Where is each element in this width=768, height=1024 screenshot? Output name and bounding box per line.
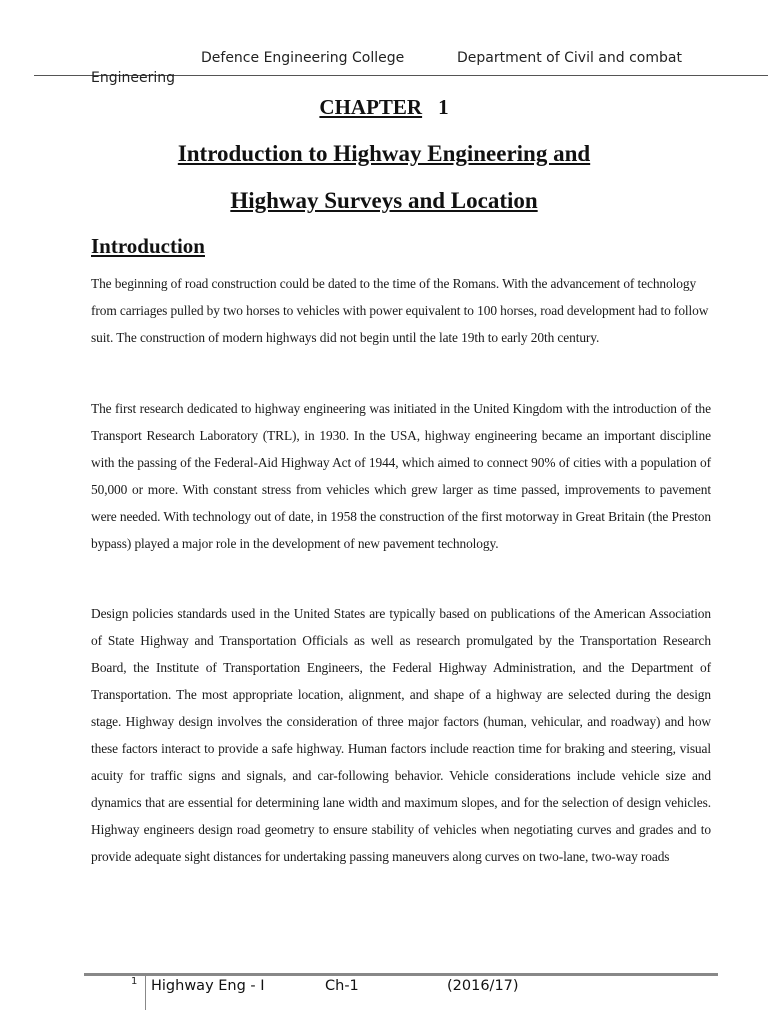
section-heading: Introduction: [91, 234, 205, 258]
footer-vertical-divider: [145, 976, 146, 1010]
chapter-word: CHAPTER: [319, 95, 423, 119]
footer-page-number: 1: [131, 976, 138, 987]
chapter-title-line-2: Highway Surveys and Location: [230, 188, 538, 213]
chapter-number: 1: [438, 95, 449, 119]
paragraph-2: The first research dedicated to highway engineering was initiated in the United Kingdom with the introduction of the Transport Research Laboratory (TRL), in 1930. In the USA, highway engineering became an important discipline with the passing of the Federal-Aid Highway Act of 1944, which aimed to connect 90% of cities with a population of 50,000 or more. With constant stress from vehicles which grew larger as time passed, improvements to pavement were needed. With technology out of date, in 1958 the construction of the first motorway in Great Britain (the Preston bypass) played a major role in the development of new pavement technology.: [91, 401, 711, 551]
header-college: Defence Engineering College: [201, 50, 405, 66]
footer-divider: [84, 973, 718, 976]
paragraph-1: The beginning of road construction could be dated to the time of the Romans. With the advancement of technology from carriages pulled by two horses to vehicles with power equivalent to 100 horses, road development had to follow suit. The construction of modern highways did not begin until the late 19th to early 20th century.: [91, 276, 709, 345]
chapter-title-line-1: Introduction to Highway Engineering and: [177, 141, 591, 166]
footer-year: (2016/17): [447, 978, 519, 994]
chapter-heading: [0, 95, 768, 120]
page-header: [0, 0, 768, 90]
header-department: Department of Civil and combat: [457, 50, 682, 66]
header-department-wrap: Engineering: [91, 70, 175, 86]
footer-course: Highway Eng - I: [151, 978, 265, 994]
footer-chapter: Ch-1: [325, 978, 359, 994]
paragraph-3: Design policies standards used in the United States are typically based on publications of the American Association of State Highway and Transportation Officials as well as research promulgated by the Transportation Research Board, the Institute of Transportation Engineers, the Federal Highway Administration, and the Department of Transportation. The most appropriate location, alignment, and shape of a highway are selected during the design stage. Highway design involves the consideration of three major factors (human, vehicular, and roadway) and how these factors interact to provide a safe highway. Human factors include reaction time for braking and steering, visual acuity for traffic signs and signals, and car-following behavior. Vehicle considerations include vehicle size and dynamics that are essential for determining lane width and maximum slopes, and for the selection of design vehicles. Highway engineers design road geometry to ensure stability of vehicles when negotiating curves and grades and to provide adequate sight distances for undertaking passing maneuvers along curves on two-lane, two-way roads: [91, 606, 711, 864]
